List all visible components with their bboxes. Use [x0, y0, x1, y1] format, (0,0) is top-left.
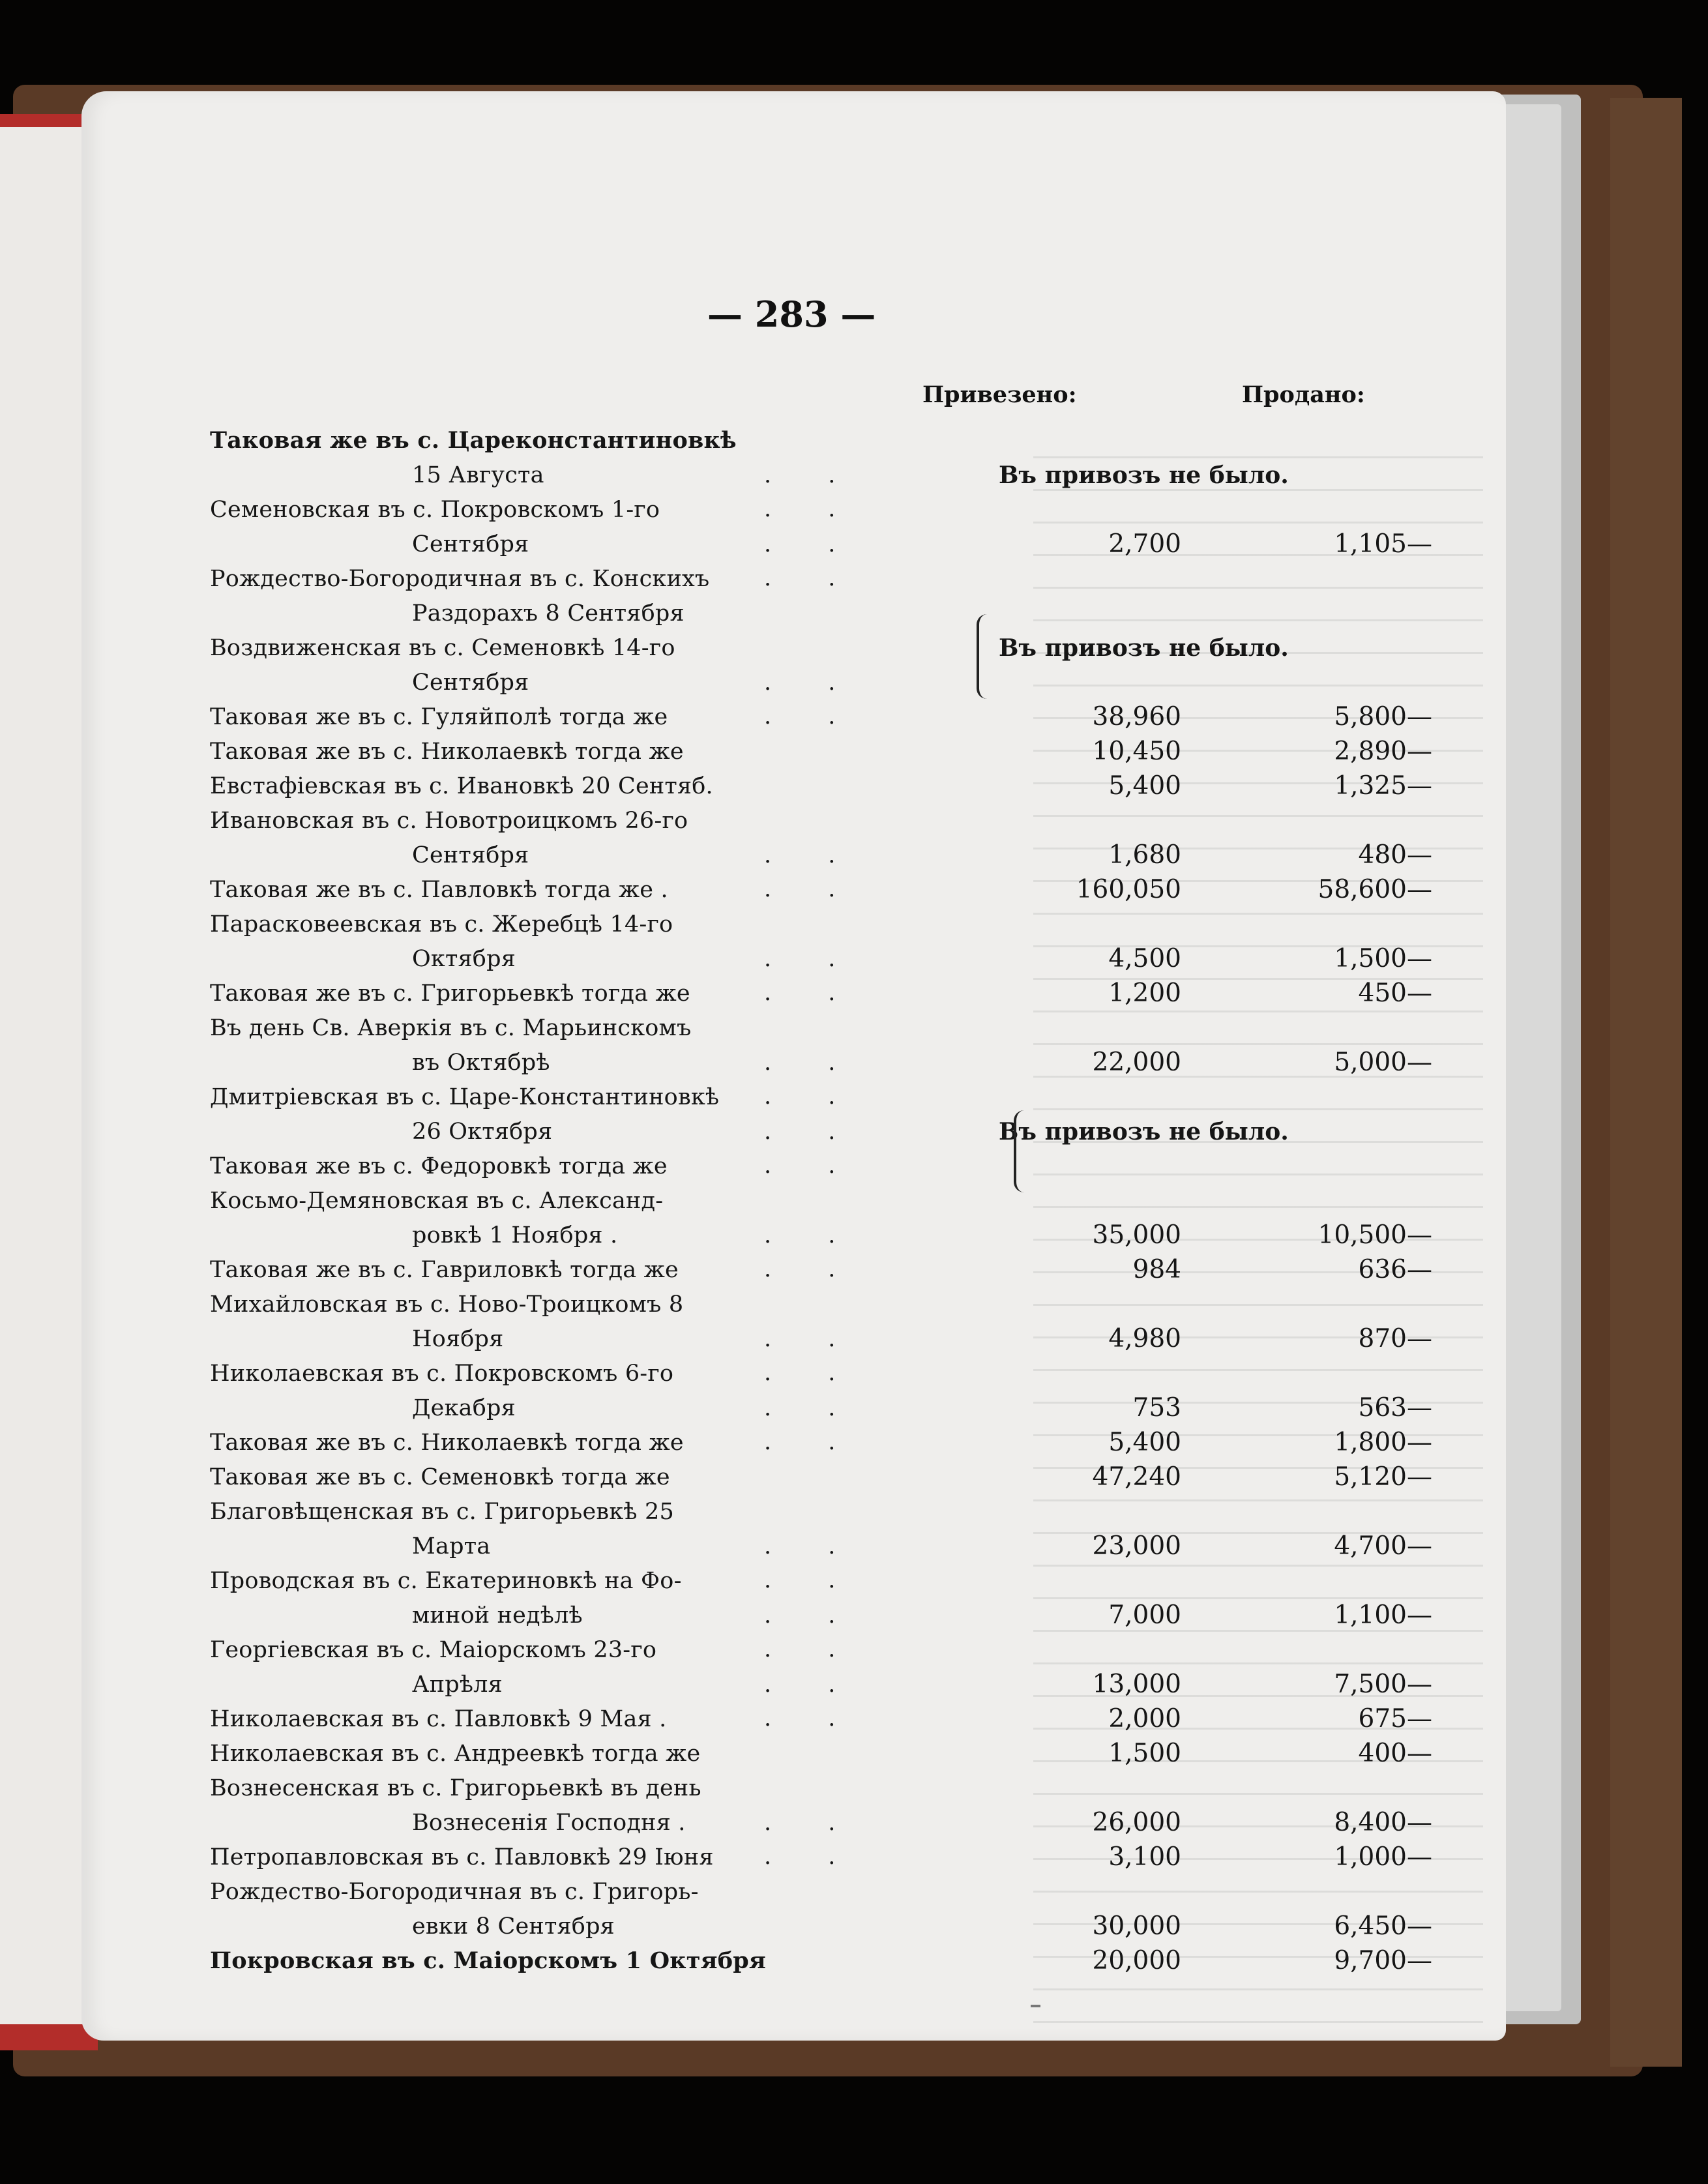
sold-value: 9,700—: [1334, 1946, 1432, 1975]
row-label: Марта: [412, 1533, 491, 1559]
sold-value: 563—: [1358, 1393, 1432, 1423]
row-label: Таковая же въ с. Федоровкѣ тогда же: [210, 1153, 668, 1179]
sold-value: 4,700—: [1334, 1531, 1432, 1561]
row-label: Дмитріевская въ с. Царе-Константиновкѣ: [210, 1084, 720, 1110]
leader-dots: . . . .: [764, 670, 861, 730]
imported-value: 1,200: [1108, 979, 1181, 1008]
row-label: Таковая же въ с. Семеновкѣ тогда же: [210, 1464, 670, 1490]
imported-value: 7,000: [1108, 1601, 1181, 1630]
row-label: въ Октябрѣ: [412, 1050, 550, 1076]
table-row: [210, 1460, 1449, 1495]
imported-value: 4,500: [1108, 944, 1181, 973]
row-label: Николаевская въ с. Покровскомъ 6-го: [210, 1361, 674, 1387]
table-row: [210, 562, 1449, 597]
imported-value: 5,400: [1108, 771, 1181, 801]
imported-value: 984: [1132, 1255, 1181, 1284]
row-label: Таковая же въ с. Гуляйполѣ тогда же: [210, 704, 668, 730]
leader-dots: . . . .: [764, 946, 861, 1006]
imported-value: 47,240: [1092, 1462, 1181, 1492]
leader-dots: . . . .: [764, 1119, 861, 1179]
page-number: — 283 —: [707, 293, 876, 335]
leader-dots: . . . .: [764, 1672, 861, 1732]
dark-background-bottom: [0, 2086, 1708, 2184]
imported-value: 3,100: [1108, 1842, 1181, 1872]
sold-value: 8,400—: [1334, 1808, 1432, 1837]
sold-value: 870—: [1358, 1324, 1432, 1353]
table-row: [210, 700, 1449, 735]
table-row: [210, 1875, 1449, 1910]
leader-dots: . . . .: [764, 1810, 861, 1870]
page-stack-inner: [1499, 104, 1561, 2011]
row-label: Воздвиженская въ с. Семеновкѣ 14-го: [210, 635, 675, 661]
table-row: [210, 424, 1449, 458]
table-row: [210, 1702, 1449, 1737]
table-row: [210, 631, 1449, 666]
sold-value: 5,800—: [1334, 702, 1432, 731]
row-label: Ивановская въ с. Новотроицкомъ 26-го: [210, 808, 688, 834]
left-brace-mark: [977, 614, 988, 699]
row-label: Георгіевская въ с. Маіорскомъ 23-го: [210, 1637, 657, 1663]
row-label: Сентября: [412, 670, 529, 696]
table-row: [210, 804, 1449, 838]
table-row: [210, 1149, 1449, 1184]
leader-dots: . . . .: [764, 1395, 861, 1455]
row-label: Евстафіевская въ с. Ивановкѣ 20 Сентяб.: [210, 773, 713, 799]
row-label: Благовѣщенская въ с. Григорьевкѣ 25: [210, 1499, 674, 1525]
leader-dots: . . . .: [764, 1533, 861, 1593]
row-label: Михайловская въ с. Ново-Троицкомъ 8: [210, 1291, 684, 1318]
row-label: Таковая же въ с. Павловкѣ тогда же .: [210, 877, 668, 903]
row-label: Сентября: [412, 842, 529, 868]
imported-value: 20,000: [1092, 1946, 1181, 1975]
sold-value: 7,500—: [1334, 1670, 1432, 1699]
leader-dots: . . . .: [764, 1222, 861, 1282]
table-row: [210, 769, 1449, 804]
row-label: Петропавловская въ с. Павловкѣ 29 Іюня: [210, 1844, 714, 1870]
table-row: [210, 1080, 1449, 1115]
sold-value: 6,450—: [1334, 1911, 1432, 1941]
sold-value: 10,500—: [1318, 1220, 1432, 1250]
table-row: [210, 1426, 1449, 1460]
table-row: [210, 597, 1449, 631]
no-import-note: Въ привозъ не было.: [999, 634, 1289, 662]
dark-background-top: [0, 0, 1708, 85]
row-label: Октября: [412, 946, 516, 972]
no-import-note: Въ привозъ не было.: [999, 462, 1289, 489]
sold-value: 1,500—: [1334, 944, 1432, 973]
table-row: [210, 908, 1449, 942]
market-table: [210, 424, 1449, 1979]
row-label: Покровская въ с. Маіорскомъ 1 Октября: [210, 1947, 766, 1974]
leader-dots: . . . .: [764, 531, 861, 591]
table-row: [210, 493, 1449, 527]
table-row: [210, 1737, 1449, 1771]
imported-value: 160,050: [1076, 875, 1181, 904]
row-label: Рождество-Богородичная въ с. Конскихъ: [210, 566, 710, 592]
imported-value: 2,700: [1108, 529, 1181, 559]
table-row: [210, 1288, 1449, 1322]
imported-value: 2,000: [1108, 1704, 1181, 1734]
table-row: [210, 735, 1449, 769]
imported-value: 38,960: [1092, 702, 1181, 731]
imported-value: 753: [1132, 1393, 1181, 1423]
row-label: Сентября: [412, 531, 529, 557]
imported-value: 13,000: [1092, 1670, 1181, 1699]
row-label: Таковая же въ с. Гавриловкѣ тогда же: [210, 1257, 679, 1283]
leader-dots: . . . .: [764, 462, 861, 522]
row-label: Таковая же въ с. Николаевкѣ тогда же: [210, 1430, 684, 1456]
table-row: [210, 1633, 1449, 1668]
sold-value: 675—: [1358, 1704, 1432, 1734]
sold-value: 1,100—: [1334, 1601, 1432, 1630]
sold-value: 5,120—: [1334, 1462, 1432, 1492]
row-label: Косьмо-Демяновская въ с. Александ-: [210, 1188, 664, 1214]
table-row: [210, 873, 1449, 908]
leader-dots: . . . .: [764, 842, 861, 902]
imported-value: 26,000: [1092, 1808, 1181, 1837]
row-label: Проводская въ с. Екатериновкѣ на Фо-: [210, 1568, 682, 1594]
row-label: Вознесенія Господня .: [412, 1810, 686, 1836]
sold-value: 1,105—: [1334, 529, 1432, 559]
sold-column-header: Продано:: [1242, 381, 1365, 408]
imported-value: 4,980: [1108, 1324, 1181, 1353]
imported-value: 5,400: [1108, 1428, 1181, 1457]
no-import-note: Въ привозъ не было.: [999, 1118, 1289, 1145]
sold-value: 58,600—: [1318, 875, 1432, 904]
row-label: миной недѣлѣ: [412, 1602, 583, 1629]
row-label: 15 Августа: [412, 462, 544, 488]
row-label: Парасковеевская въ с. Жеребцѣ 14-го: [210, 911, 673, 937]
sold-value: 2,890—: [1334, 737, 1432, 766]
row-label: Декабря: [412, 1395, 516, 1421]
imported-value: 1,680: [1108, 840, 1181, 870]
row-label: Николаевская въ с. Андреевкѣ тогда же: [210, 1741, 701, 1767]
sold-value: 450—: [1358, 979, 1432, 1008]
table-row: [210, 1011, 1449, 1046]
sold-value: 5,000—: [1334, 1048, 1432, 1077]
sold-value: 400—: [1358, 1739, 1432, 1768]
sold-value: 636—: [1358, 1255, 1432, 1284]
imported-column-header: Привезено:: [922, 381, 1077, 408]
row-label: 26 Октября: [412, 1119, 553, 1145]
row-label: ровкѣ 1 Ноября .: [412, 1222, 618, 1248]
left-brace-mark: [1014, 1110, 1025, 1192]
table-row: [210, 1944, 1449, 1979]
row-label: Рождество-Богородичная въ с. Григорь-: [210, 1879, 699, 1905]
leader-dots: . . . .: [764, 1602, 861, 1662]
row-label: Апрѣля: [412, 1672, 503, 1698]
row-label: Семеновская въ с. Покровскомъ 1-го: [210, 497, 660, 523]
sold-value: 1,325—: [1334, 771, 1432, 801]
imported-value: 30,000: [1092, 1911, 1181, 1941]
row-label: Ноября: [412, 1326, 504, 1352]
row-label: Таковая же въ с. Цареконстантиновкѣ: [210, 427, 737, 454]
imported-value: 1,500: [1108, 1739, 1181, 1768]
row-label: евки 8 Сентября: [412, 1913, 615, 1940]
row-label: Таковая же въ с. Григорьевкѣ тогда же: [210, 981, 690, 1007]
table-row: [210, 1564, 1449, 1599]
imported-value: 35,000: [1092, 1220, 1181, 1250]
imported-value: 23,000: [1092, 1531, 1181, 1561]
table-row: [210, 1253, 1449, 1288]
table-row: [210, 1184, 1449, 1218]
table-row: [210, 977, 1449, 1011]
row-label: Въ день Св. Аверкія въ с. Марьинскомъ: [210, 1015, 692, 1041]
imported-value: 10,450: [1092, 737, 1181, 766]
sold-value: 480—: [1358, 840, 1432, 870]
table-row: [210, 1840, 1449, 1875]
sold-value: 1,000—: [1334, 1842, 1432, 1872]
table-row: [210, 1357, 1449, 1391]
imported-value: 22,000: [1092, 1048, 1181, 1077]
row-label: Раздорахъ 8 Сентября: [412, 600, 685, 627]
table-row: [210, 1910, 1449, 1944]
row-label: Николаевская въ с. Павловкѣ 9 Мая .: [210, 1706, 667, 1732]
row-label: Таковая же въ с. Николаевкѣ тогда же: [210, 739, 684, 765]
table-row: [210, 1771, 1449, 1806]
row-label: Вознесенская въ с. Григорьевкѣ въ день: [210, 1775, 701, 1801]
book-cover-edge: [1610, 98, 1682, 2067]
table-row: [210, 1495, 1449, 1529]
leader-dots: . . . .: [764, 1326, 861, 1386]
sold-value: 1,800—: [1334, 1428, 1432, 1457]
leader-dots: . . . .: [764, 1050, 861, 1110]
dash-mark: [1031, 2005, 1040, 2007]
